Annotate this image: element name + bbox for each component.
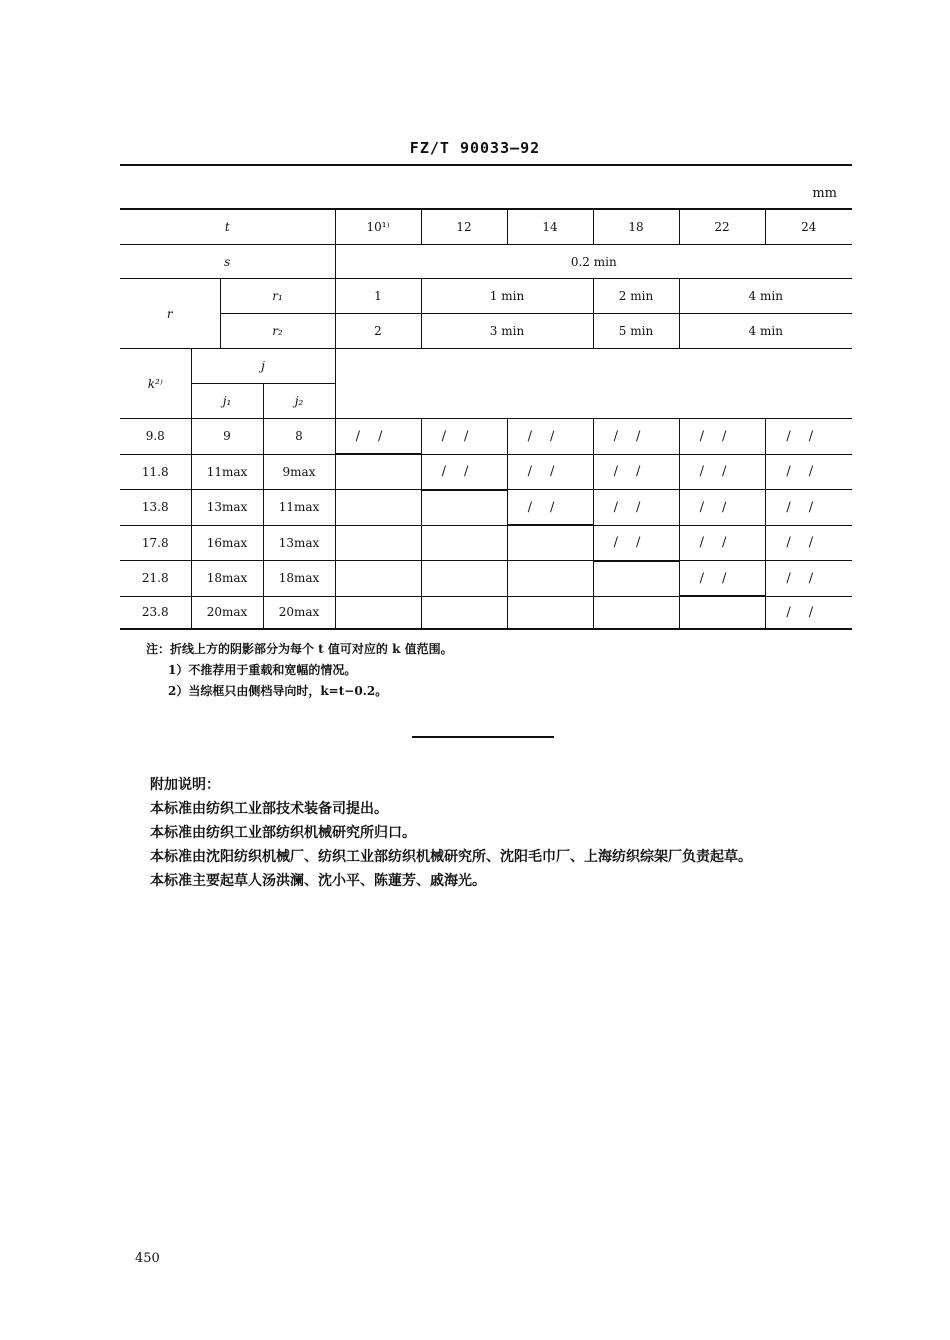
shade-cell: // <box>679 561 765 597</box>
shade-cell: // <box>679 490 765 526</box>
s-value: 0.2 min <box>335 245 852 279</box>
shade-cell: // <box>679 454 765 490</box>
j2-value: 9max <box>263 454 335 490</box>
table-row <box>120 419 852 455</box>
shade-cell: // <box>765 454 852 490</box>
empty-cell <box>335 561 421 597</box>
r1-value: 2 min <box>593 279 679 314</box>
shade-cell: // <box>507 419 593 455</box>
j1-value: 13max <box>191 490 263 526</box>
shade-cell: // <box>507 490 593 526</box>
empty-cell <box>679 596 765 629</box>
empty-cell <box>421 596 507 629</box>
appendix-line: 本标准由纺织工业部纺织机械研究所归口。 <box>150 825 416 841</box>
shade-cell: // <box>593 525 679 561</box>
t-value: 24 <box>765 209 852 245</box>
document-header: FZ/T 90033—92 <box>409 139 541 157</box>
t-row <box>120 209 852 245</box>
r2-label: r₂ <box>220 314 335 349</box>
empty-cell <box>593 596 679 629</box>
appendix <box>150 773 752 893</box>
j1-value: 16max <box>191 525 263 561</box>
shade-cell: // <box>765 525 852 561</box>
k-label: k²⁾ <box>120 349 191 419</box>
empty-cell <box>507 525 593 561</box>
k-value: 13.8 <box>120 490 191 526</box>
table-row <box>120 561 852 597</box>
footnote-1: 1）不推荐用于重载和宽幅的情况。 <box>168 663 357 677</box>
t-label: t <box>120 209 335 245</box>
t-value: 12 <box>421 209 507 245</box>
r2-value: 2 <box>335 314 421 349</box>
empty-cell <box>335 525 421 561</box>
k-value: 23.8 <box>120 596 191 629</box>
r1-value: 1 min <box>421 279 593 314</box>
r-label: r <box>120 279 220 349</box>
page-number: 450 <box>135 1251 160 1266</box>
shade-cell: // <box>679 525 765 561</box>
table-row <box>120 525 852 561</box>
j2-value: 11max <box>263 490 335 526</box>
k-value: 11.8 <box>120 454 191 490</box>
shade-cell: // <box>507 454 593 490</box>
shade-cell: // <box>421 419 507 455</box>
j2-value: 20max <box>263 596 335 629</box>
t-value: 22 <box>679 209 765 245</box>
k-value: 17.8 <box>120 525 191 561</box>
empty-cell <box>507 596 593 629</box>
shade-cell: // <box>593 454 679 490</box>
empty-cell <box>421 490 507 526</box>
empty-cell <box>421 561 507 597</box>
t-value: 18 <box>593 209 679 245</box>
k-value: 9.8 <box>120 419 191 455</box>
shade-cell: // <box>765 490 852 526</box>
empty-cell <box>593 561 679 597</box>
note-main: 注：折线上方的阴影部分为每个 t 值可对应的 k 值范围。 <box>146 642 453 656</box>
shade-cell: // <box>335 419 421 455</box>
footnote-2: 2）当综框只由侧档导向时，k=t−0.2。 <box>168 684 388 698</box>
j1-label: j₁ <box>191 384 263 419</box>
j2-value: 13max <box>263 525 335 561</box>
empty-cell <box>335 454 421 490</box>
shade-cell: // <box>593 419 679 455</box>
shade-cell: // <box>765 419 852 455</box>
shade-cell: // <box>765 596 852 629</box>
j-label: j <box>191 349 335 384</box>
section-divider <box>412 736 554 738</box>
k-value: 21.8 <box>120 561 191 597</box>
header-rule <box>120 164 852 166</box>
empty-cell <box>507 561 593 597</box>
t-value: 10¹⁾ <box>335 209 421 245</box>
shade-cell: // <box>765 561 852 597</box>
shade-cell: // <box>593 490 679 526</box>
j2-value: 18max <box>263 561 335 597</box>
r2-value: 4 min <box>679 314 852 349</box>
unit-label: mm <box>812 186 837 201</box>
j1-value: 18max <box>191 561 263 597</box>
appendix-line: 本标准由纺织工业部技术装备司提出。 <box>150 801 388 817</box>
empty-cell <box>335 490 421 526</box>
table-row <box>120 454 852 490</box>
blank-region <box>335 349 852 419</box>
j2-value: 8 <box>263 419 335 455</box>
r1-value: 4 min <box>679 279 852 314</box>
shade-cell: // <box>679 419 765 455</box>
j1-value: 11max <box>191 454 263 490</box>
r1-value: 1 <box>335 279 421 314</box>
r2-row <box>120 314 852 349</box>
s-row <box>120 245 852 279</box>
j-header-row <box>120 349 852 384</box>
appendix-title: 附加说明： <box>150 777 220 793</box>
t-value: 14 <box>507 209 593 245</box>
table-notes <box>146 639 453 702</box>
dimension-table <box>120 208 852 630</box>
r2-value: 5 min <box>593 314 679 349</box>
j1-value: 9 <box>191 419 263 455</box>
j2-label: j₂ <box>263 384 335 419</box>
r2-value: 3 min <box>421 314 593 349</box>
appendix-line: 本标准主要起草人汤洪澜、沈小平、陈蓮芳、戚海光。 <box>150 873 486 889</box>
empty-cell <box>335 596 421 629</box>
table-row <box>120 596 852 629</box>
r1-label: r₁ <box>220 279 335 314</box>
empty-cell <box>421 525 507 561</box>
appendix-line: 本标准由沈阳纺织机械厂、纺织工业部纺织机械研究所、沈阳毛巾厂、上海纺织综架厂负责起草。 <box>150 849 752 865</box>
r1-row <box>120 279 852 314</box>
table-row <box>120 490 852 526</box>
j1-value: 20max <box>191 596 263 629</box>
shade-cell: // <box>421 454 507 490</box>
s-label: s <box>120 245 335 279</box>
